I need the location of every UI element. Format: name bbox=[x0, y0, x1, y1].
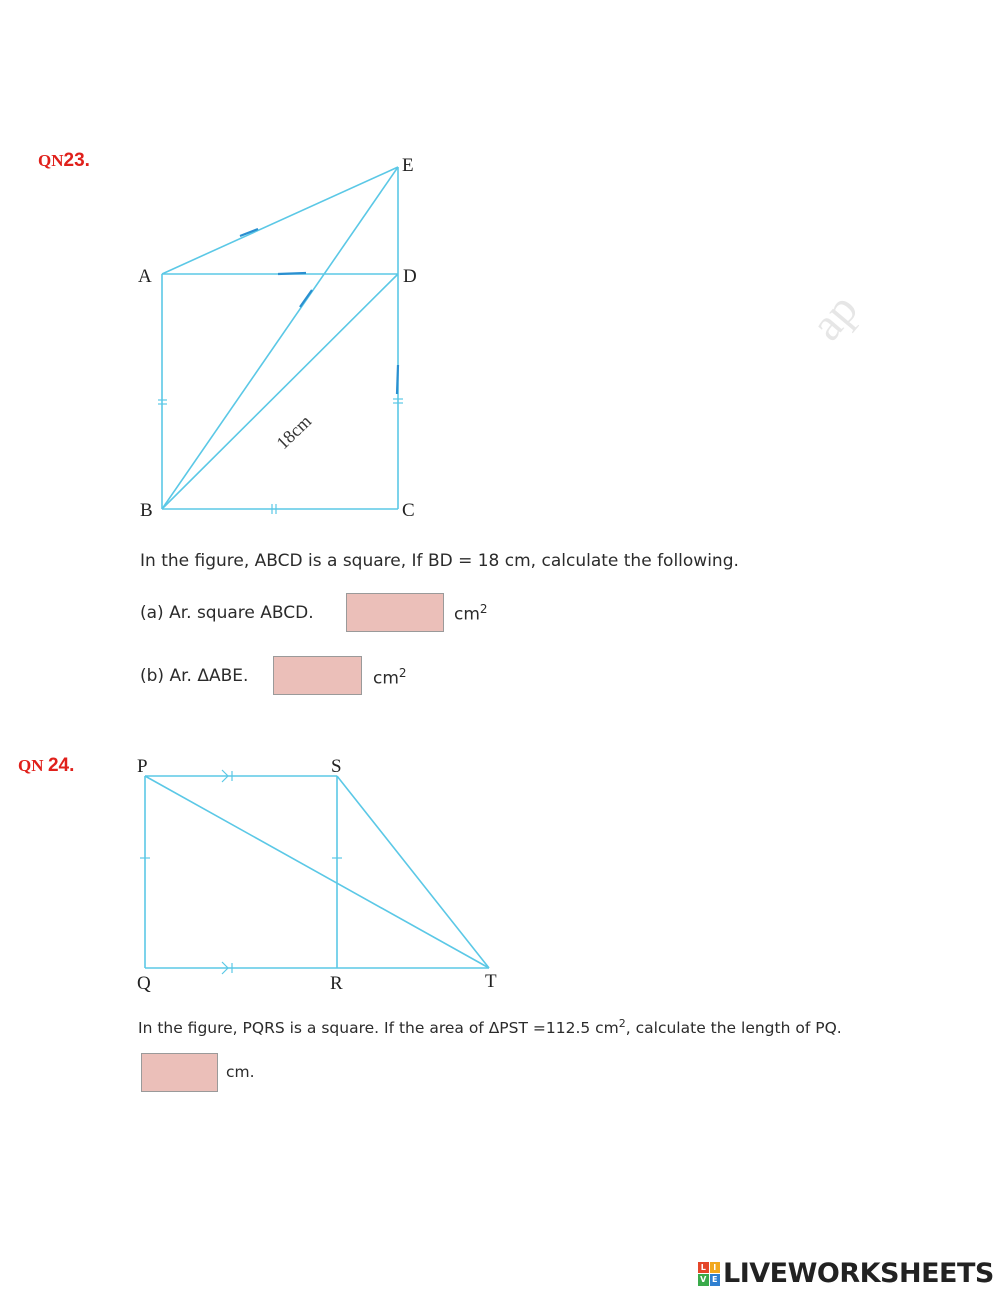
question-number: 24. bbox=[47, 755, 75, 776]
vertex-r: R bbox=[330, 973, 343, 994]
vertex-e: E bbox=[402, 155, 414, 176]
question-prefix: QN bbox=[38, 151, 64, 170]
liveworksheets-logo-text: LIVEWORKSHEETS bbox=[723, 1258, 994, 1289]
vertex-b: B bbox=[140, 500, 153, 521]
vertex-p: P bbox=[137, 756, 148, 777]
q23-unit-a: $cm^2$ bbox=[454, 602, 488, 625]
vertex-c: C bbox=[402, 500, 415, 521]
vertex-q: Q bbox=[137, 973, 151, 994]
vertex-s: S bbox=[331, 756, 342, 777]
q24-statement: In the figure, PQRS is a square. If the area of ΔPST =112.5 $cm^2$, calculate the length of PQ. bbox=[138, 1017, 842, 1038]
vertex-a: A bbox=[138, 266, 152, 287]
q23-statement: In the figure, ABCD is a square, If BD = 18 cm, calculate the following. bbox=[140, 551, 739, 571]
question-prefix: QN bbox=[18, 756, 44, 775]
watermark-glyph: ap bbox=[800, 283, 868, 350]
question-number: 23. bbox=[63, 150, 90, 171]
vertex-d: D bbox=[403, 266, 417, 287]
liveworksheets-logo-icon: L I V E bbox=[698, 1262, 720, 1286]
liveworksheets-logo bbox=[698, 1258, 994, 1289]
q24-answer-input[interactable] bbox=[141, 1053, 218, 1092]
q23-unit-b: $cm^2$ bbox=[373, 666, 407, 689]
bd-length-label: 18cm bbox=[272, 410, 316, 454]
q24-unit: cm. bbox=[226, 1063, 255, 1081]
q23-part-a-label: (a) Ar. square ABCD. bbox=[140, 603, 314, 623]
vertex-t: T bbox=[485, 971, 497, 992]
segment-st bbox=[337, 776, 489, 968]
segment-pt bbox=[145, 776, 489, 968]
q23-part-b-label: (b) Ar. ΔABE. bbox=[140, 666, 249, 686]
